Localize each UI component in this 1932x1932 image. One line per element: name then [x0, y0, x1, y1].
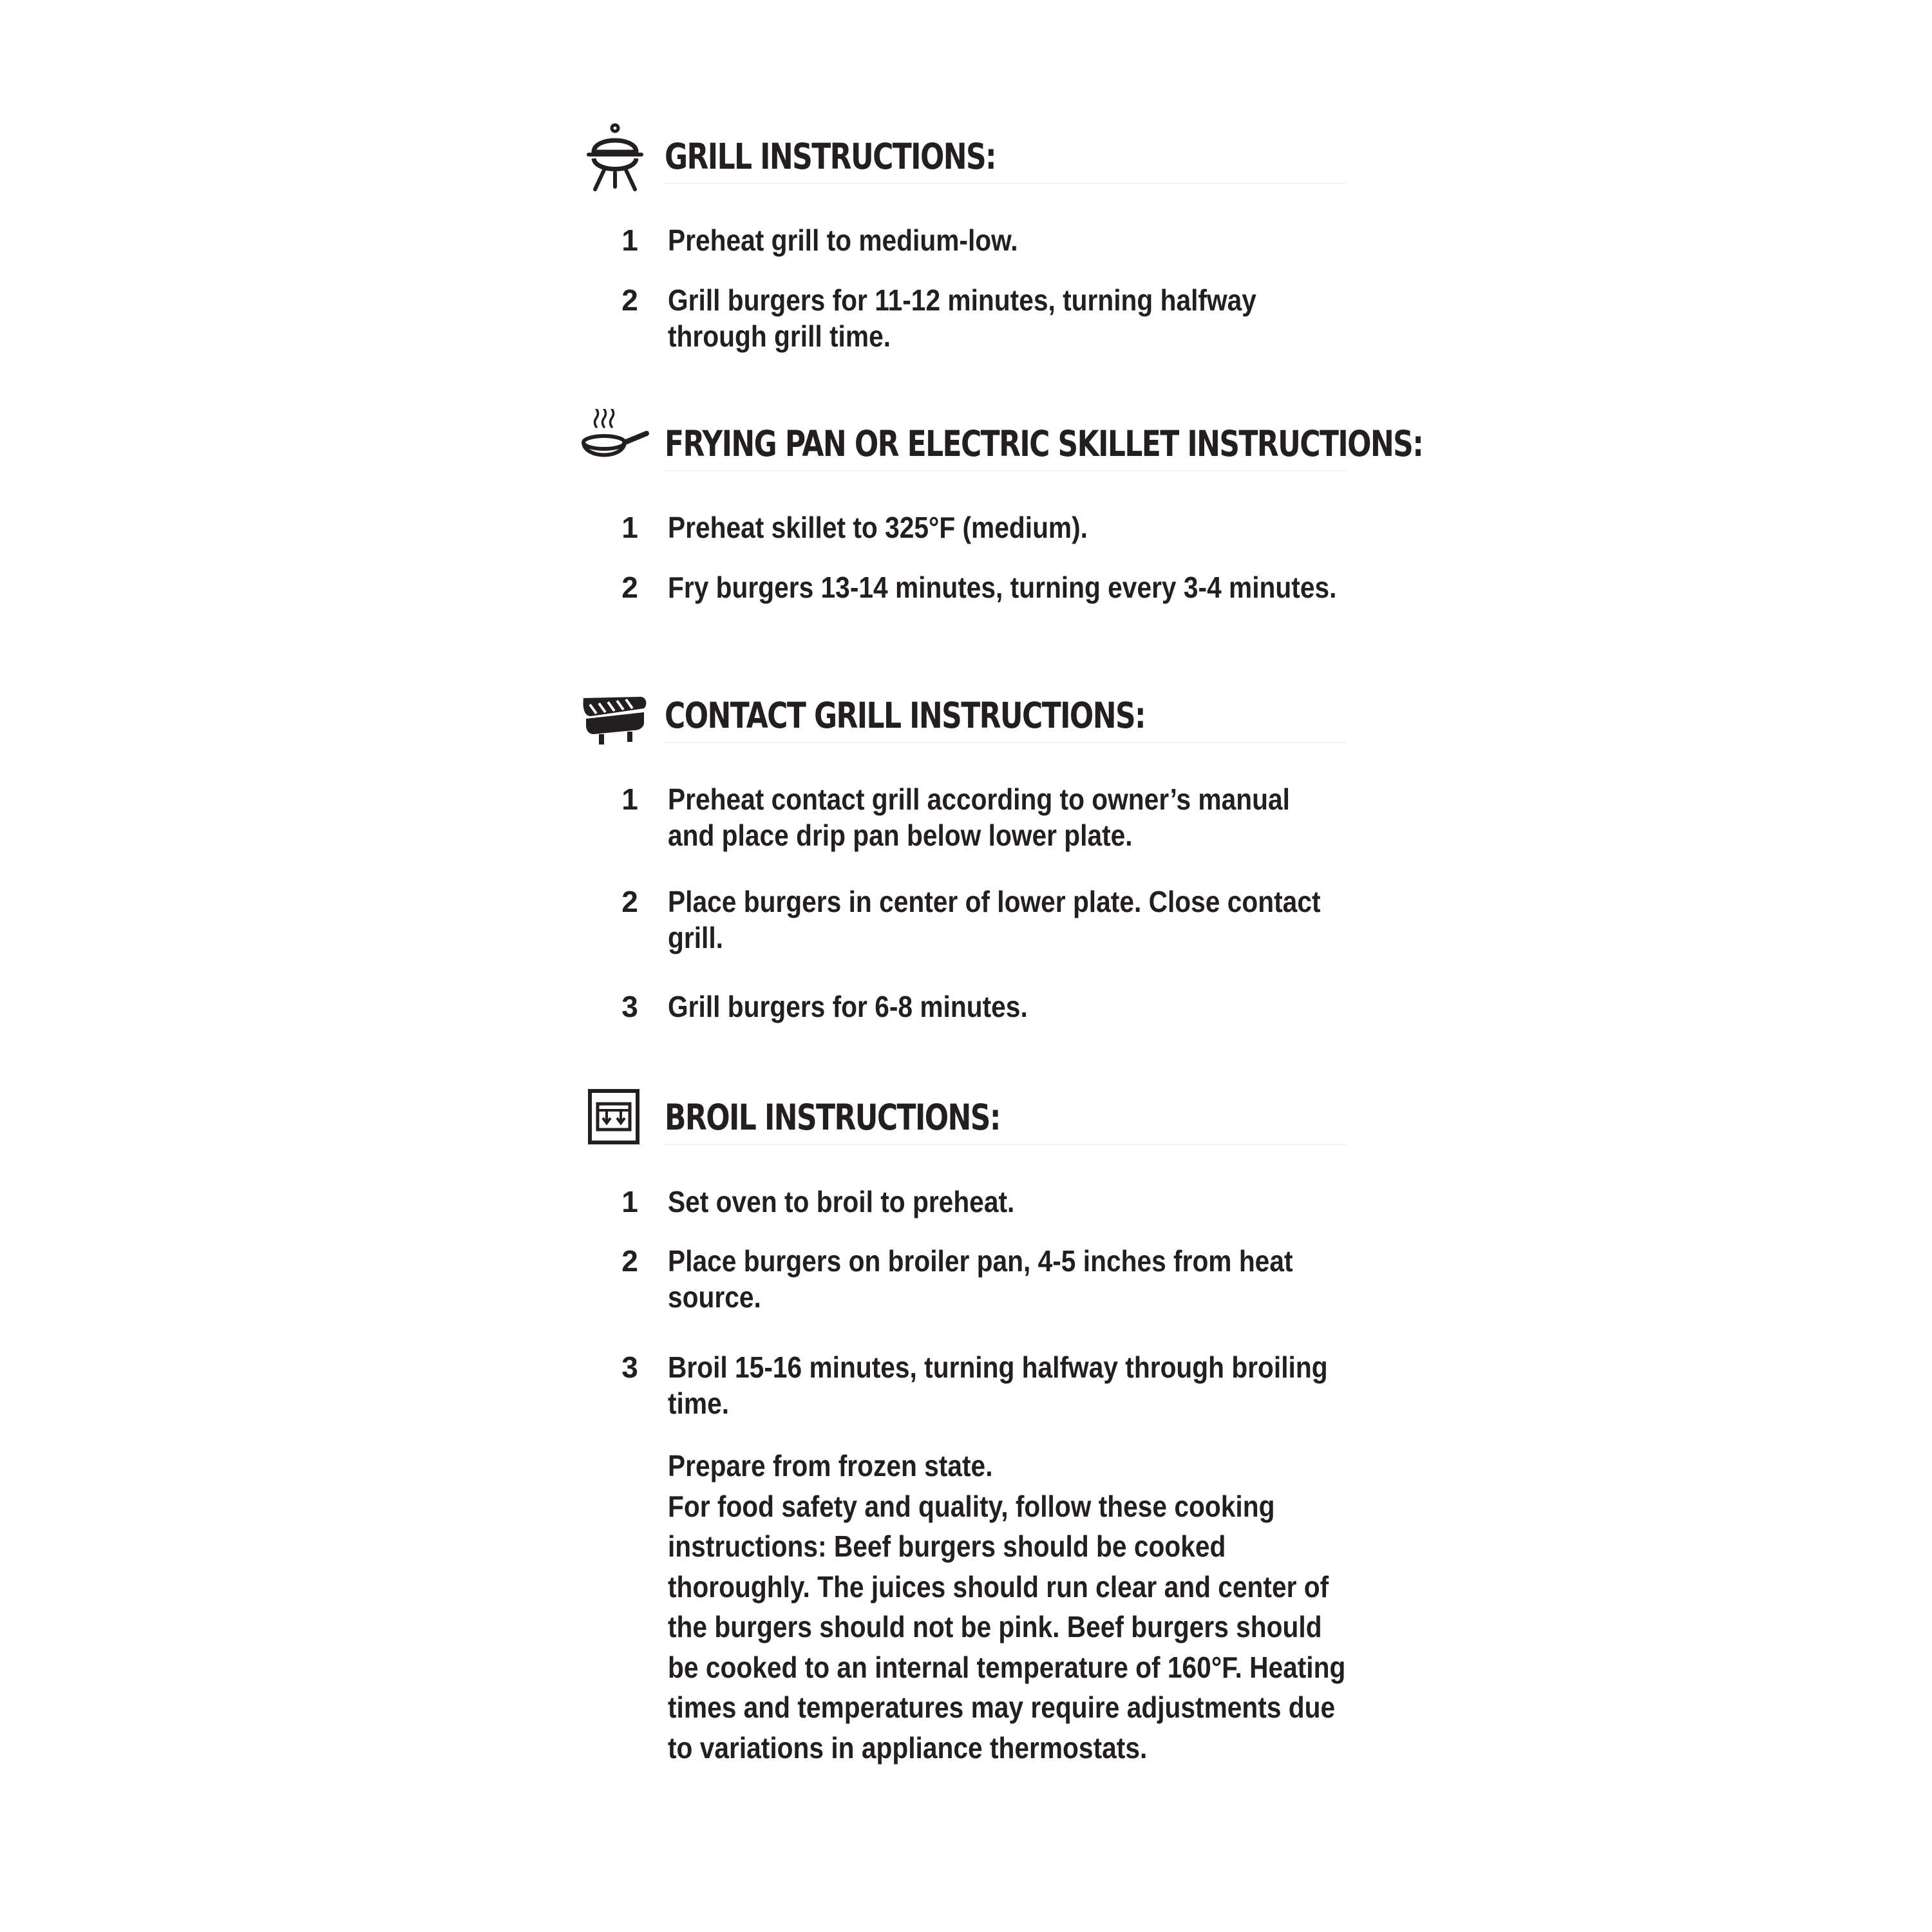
broil-step-1-text: Set oven to broil to preheat.	[668, 1185, 1015, 1218]
frying-pan-heading: FRYING PAN OR ELECTRIC SKILLET INSTRUCTIONS:	[665, 423, 1423, 464]
broil-step-2-text: Place burgers on broiler pan, 4-5 inches from heat source.	[668, 1244, 1293, 1314]
contact-grill-heading-divider	[663, 742, 1346, 743]
frying-pan-step-1-number: 1	[621, 511, 638, 544]
grill-step-2-text: Grill burgers for 11-12 minutes, turning halfway through grill time.	[668, 283, 1256, 353]
contact-grill-step-3-text: Grill burgers for 6-8 minutes.	[668, 990, 1028, 1023]
broil-heading: BROIL INSTRUCTIONS:	[665, 1097, 1000, 1138]
contact-grill-heading: CONTACT GRILL INSTRUCTIONS:	[665, 695, 1146, 736]
contact-grill-step-1-text: Preheat contact grill according to owner’s manual and place drip pan below lower plate.	[668, 782, 1290, 852]
frying-pan-step-1-text: Preheat skillet to 325°F (medium).	[668, 511, 1088, 544]
broil-step-1-number: 1	[621, 1185, 638, 1218]
food-safety-note	[668, 1446, 1352, 1768]
food-safety-paragraph: For food safety and quality, follow these cooking instructions: Beef burgers should be cooked thoroughly. The juices should run clear and center of the burgers should not be pink. Beef burgers should be cooked to an internal temperature of 160°F. Heating times and temperatures may require adjustments due to variations in appliance thermostats.	[668, 1489, 1346, 1765]
grill-step-2-number: 2	[621, 283, 638, 317]
grill-step-1-number: 1	[621, 223, 638, 257]
contact-grill-step-3-number: 3	[621, 990, 638, 1023]
grill-heading-divider	[663, 183, 1346, 184]
grill-step-1-text: Preheat grill to medium-low.	[668, 223, 1018, 257]
broil-heading-divider	[663, 1144, 1346, 1145]
oven-broiler-icon	[580, 1082, 650, 1153]
frying-pan-step-2-number: 2	[621, 571, 638, 604]
contact-grill-step-2-number: 2	[621, 885, 638, 918]
broil-step-2-number: 2	[621, 1244, 638, 1278]
frying-pan-icon	[580, 409, 650, 480]
broil-step-3-text: Broil 15-16 minutes, turning halfway through broiling time.	[668, 1350, 1328, 1420]
broil-step-3-number: 3	[621, 1350, 638, 1384]
frying-pan-step-2-text: Fry burgers 13-14 minutes, turning every 3-4 minutes.	[668, 571, 1337, 604]
contact-grill-icon	[580, 683, 650, 753]
frozen-state-note: Prepare from frozen state.	[668, 1449, 993, 1482]
frying-pan-heading-divider	[663, 470, 1346, 471]
contact-grill-step-1-number: 1	[621, 782, 638, 816]
kettle-grill-icon	[580, 122, 650, 193]
contact-grill-step-2-text: Place burgers in center of lower plate. Close contact grill.	[668, 885, 1321, 954]
grill-heading: GRILL INSTRUCTIONS:	[665, 136, 996, 177]
